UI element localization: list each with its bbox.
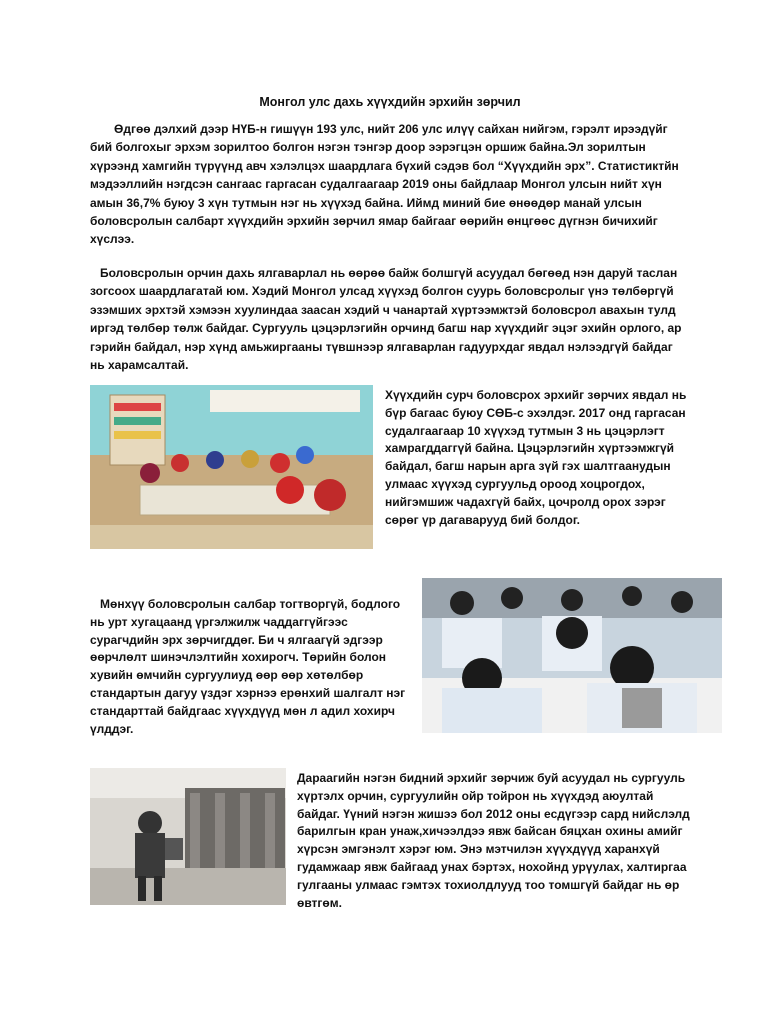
paragraph-policy: Мөнхүү боловсролын салбар тогтворгүй, бодлого нь урт хугацаанд үргэлжилж чаддаггүйгээс сурагчдийн эрх зөрчигддөг. Би ч ялгаагүй эдгээр өөрчлөлт шинэчлэлтийн хохирогч. Төрийн болон хувийн өмчийн сургуулиуд өөр өөр хөтөлбөр стандартын дагуу үздэг хэрнээ ерөнхий шалгалт нэг стандарттай байдгаас хүүхдүүд мөн л адил хохирч үлддэг.	[90, 597, 406, 736]
document-title: Монгол улс дахь хүүхдийн эрхийн зөрчил	[259, 95, 521, 109]
paragraph-discrimination: Боловсролын орчин дахь ялгаварлал нь өөрөө байж болшгүй асуудал бөгөөд нэн даруй таслан зогсоох шаардлагатай юм. Хэдий Монгол улсад хүүхэд болгон суурь боловсролыг үнэ төлбөргүй эзэмших эрхтэй хэмээн хуулиндаа заасан хэдий ч чанартай хүртээмжтэй боловсрол авахын тулд иргэд төлбөр төлж байдаг. Сургууль цэцэрлэгийн орчинд багш нар хүүхдийг эцэг эхийн орлого, ар гэрийн байдал, нэр хүнд амьжиргааны түвшнээр ялгаварлан гадуурхдаг явдал нэлээдгүй байдаг нь харамсалтай.	[90, 266, 682, 373]
kindergarten-children-photo	[90, 385, 373, 549]
students-taking-exam-photo	[422, 578, 722, 733]
paragraph-safety: Дараагийн нэгэн бидний эрхийг зөрчиж буй асуудал нь сургууль хүртэлх орчин, сургуулийн ойр тойрон нь хүүхдэд аюултай байдаг. Үүний нэгэн жишээ бол 2012 оны есдүгээр сард нийслэлд барилгын кран унаж,хичээлдээ явж байсан бяцхан охины амийг хүрсэн эмгэнэлт хэрэг юм. Энэ мэтчилэн хүүхдүүд харанхүй гудамжаар явж байгаад унах бэртэх, нохойнд урүулах, халтиргаа гулгааны улмаас гэмтэх тохиолдлууд тоо томшгүй байдаг нь өр өвтгөм.	[297, 771, 690, 910]
child-walking-street-photo	[90, 768, 286, 905]
paragraph-intro: Өдгөө дэлхий дээр НҮБ-н гишүүн 193 улс, нийт 206 улс илүү сайхан нийгэм, гэрэлт ирээдүйг бий болгохыг эрхэм зорилтоо болгон нэгэн тэнгэр доор ээрэгцэн оршиж байна.Эл зорилтын хүрээнд хамгийн түрүүнд авч хэлэлцэх шаардлага бүхий сэдэв бол “Хүүхдийн эрх”. Статистиктйн мэдээллийн нэгдсэн сангаас гаргасан судалгаагаар 2019 оны байдлаар Монгол улсын нийт хүн амын 36,7% буюу 3 хүн тутмын нэг нь хүүхэд байна. Иймд миний бие өнөөдөр манай улсын боловсролын салбарт хүүхдийн эрхийн зөрчил ямар байгааг өөрийн өнцгөөс дүгнэн бичихийг хүслээ.	[90, 122, 679, 247]
paragraph-preschool: Хүүхдийн сурч боловсрох эрхийг зөрчих явдал нь бүр багаас буюу СӨБ-с эхэлдэг. 2017 онд гаргасан судалгаагаар 10 хүүхэд тутмын 3 нь цэцэрлэгт хамрагддаггүй байна. Цэцэрлэгийн хүртээмжгүй байдал, багш нарын арга зүй гэх шалтгаанудын улмаас хүүхэд сургуульд ороод хоцрогдох, нийгэмшиж чадахгүй байх, цочролд орох зэрэг сөрөг үр дагаварууд бий болдог.	[385, 388, 687, 527]
